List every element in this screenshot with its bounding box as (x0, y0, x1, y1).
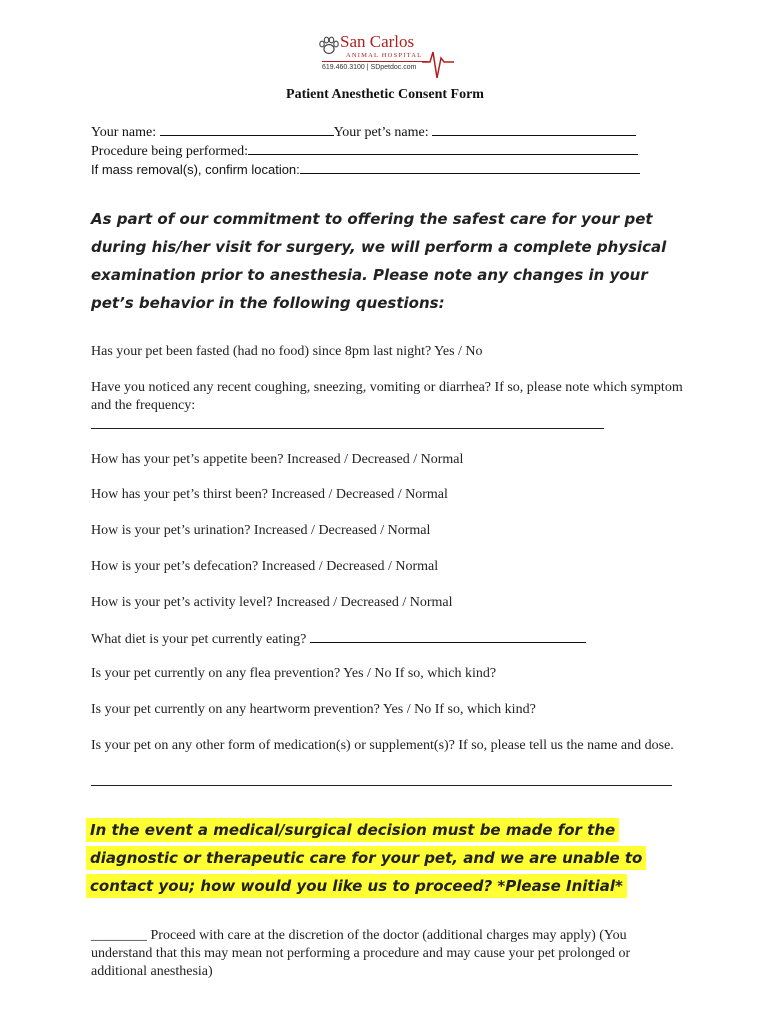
mass-removal-field[interactable] (300, 161, 640, 174)
option-proceed[interactable]: ________ Proceed with care at the discretion of the doctor (additional charges may apply) (You understand that this may mean not performing a procedure and may cause your pet prolonged or additional anesthesia) (91, 928, 631, 979)
hospital-logo (318, 34, 454, 84)
procedure-field[interactable] (248, 142, 638, 155)
procedure-label: Procedure being performed: (91, 144, 249, 159)
question-appetite: How has your pet’s appetite been? Increased / Decreased / Normal (91, 452, 464, 467)
pet-name-field[interactable] (432, 123, 636, 136)
decision-highlight (86, 816, 680, 900)
question-defecation: How is your pet’s defecation? Increased / Decreased / Normal (91, 559, 439, 574)
your-name-label: Your name: (91, 125, 157, 140)
logo-name: San Carlos (340, 32, 415, 51)
mass-removal-label: If mass removal(s), confirm location: (91, 162, 300, 177)
procedure-row (91, 142, 638, 160)
heartbeat-icon (422, 48, 454, 84)
your-name-field[interactable] (160, 123, 334, 136)
question-thirst: How has your pet’s thirst been? Increased / Decreased / Normal (91, 487, 448, 502)
question-urination: How is your pet’s urination? Increased / Decreased / Normal (91, 523, 431, 538)
form-title: Patient Anesthetic Consent Form (286, 87, 484, 102)
diet-field[interactable] (310, 630, 586, 643)
intro-paragraph: As part of our commitment to offering the safest care for your pet during his/her visit for surgery, we will perform a complete physical examination prior to anesthesia. Please note any changes in your pet’s behavior in the following questions: (91, 210, 667, 312)
question-flea: Is your pet currently on any flea prevention? Yes / No If so, which kind? (91, 666, 497, 681)
diet-row (91, 630, 586, 649)
paw-icon (318, 36, 340, 56)
question-diet: What diet is your pet currently eating? (91, 632, 307, 647)
mass-removal-row (91, 161, 640, 177)
symptoms-answer-line[interactable] (91, 428, 604, 429)
question-medication: Is your pet on any other form of medication(s) or supplement(s)? If so, please tell us the name and dose. (91, 738, 674, 753)
decision-text: In the event a medical/surgical decision must be made for the diagnostic or therapeutic care for your pet, and we are unable to contact you; how would you like us to proceed? *Please Initial* (86, 818, 646, 898)
logo-divider (322, 61, 428, 62)
question-symptoms: Have you noticed any recent coughing, sneezing, vomiting or diarrhea? If so, please note which symptom and the frequency: (91, 380, 683, 413)
medication-answer-line[interactable] (91, 785, 672, 786)
question-heartworm: Is your pet currently on any heartworm prevention? Yes / No If so, which kind? (91, 702, 536, 717)
question-fasted: Has your pet been fasted (had no food) since 8pm last night? Yes / No (91, 344, 483, 359)
logo-contact: 619.460.3100 | SDpetdoc.com (322, 64, 417, 71)
name-fields-row (91, 123, 636, 141)
pet-name-label: Your pet’s name: (333, 125, 429, 140)
question-activity: How is your pet’s activity level? Increased / Decreased / Normal (91, 595, 453, 610)
logo-subtitle: ANIMAL HOSPITAL (346, 52, 423, 59)
